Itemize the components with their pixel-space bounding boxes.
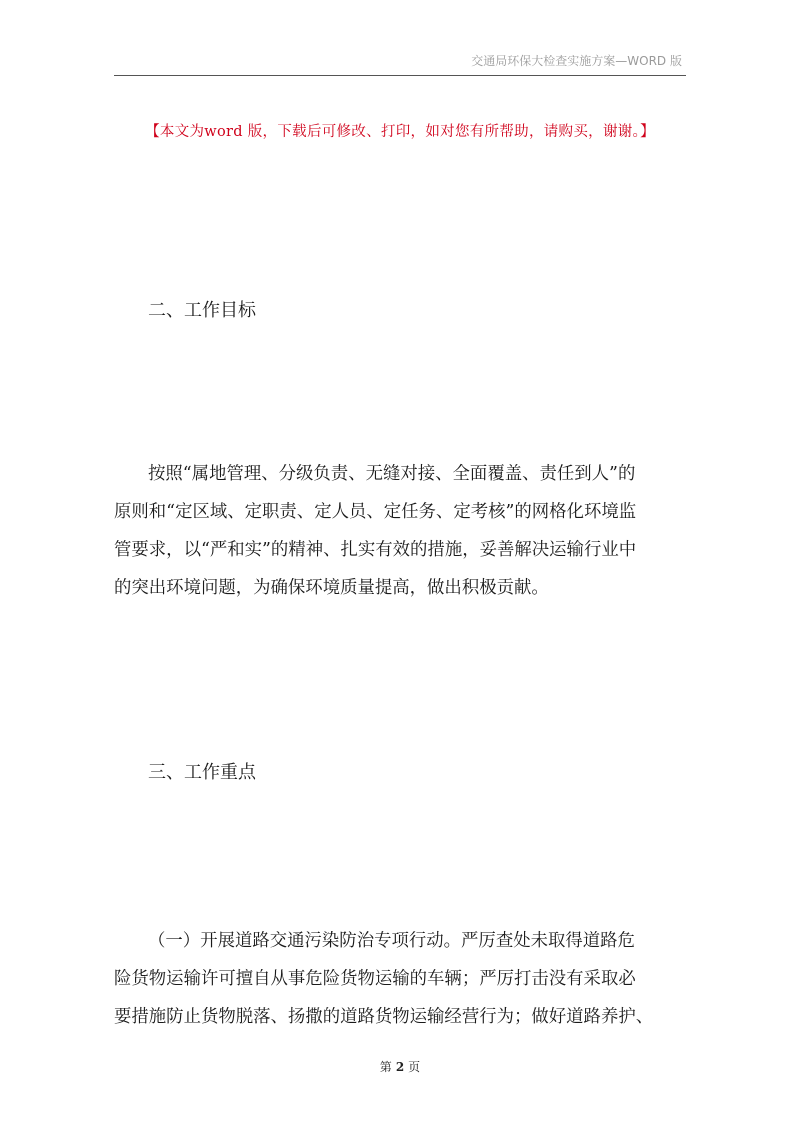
footer-suffix: 页 (408, 1060, 421, 1074)
paragraph-line: 险货物运输许可擅自从事危险货物运输的车辆；严厉打击没有采取必 (114, 969, 636, 989)
section-heading-goals: 二、工作目标 (148, 300, 256, 321)
paragraph-line: 管要求，以“严和实”的精神、扎实有效的措施，妥善解决运输行业中 (114, 540, 637, 560)
paragraph-line: 的突出环境问题，为确保环境质量提高，做出积极贡献。 (114, 578, 549, 598)
purchase-notice: 【本文为word 版，下载后可修改、打印，如对您有所帮助，请购买，谢谢。】 (145, 124, 655, 140)
paragraph-line: 要措施防止货物脱落、扬撒的道路货物运输经营行为；做好道路养护、 (114, 1007, 654, 1027)
footer-prefix: 第 (379, 1060, 392, 1074)
focus-paragraph (114, 922, 686, 1036)
section-heading-focus: 三、工作重点 (148, 762, 256, 783)
header-title: 交通局环保大检查实施方案—WORD 版 (471, 54, 682, 68)
paragraph-line: （一）开展道路交通污染防治专项行动。严厉查处未取得道路危 (148, 931, 635, 951)
header-divider (114, 75, 686, 76)
page-footer (0, 1058, 800, 1075)
paragraph-line: 按照“属地管理、分级负责、无缝对接、全面覆盖、责任到人”的 (148, 464, 636, 484)
page-number: 2 (395, 1060, 405, 1074)
paragraph-line: 原则和“定区域、定职责、定人员、定任务、定考核”的网格化环境监 (114, 502, 637, 522)
goals-paragraph (114, 455, 686, 607)
